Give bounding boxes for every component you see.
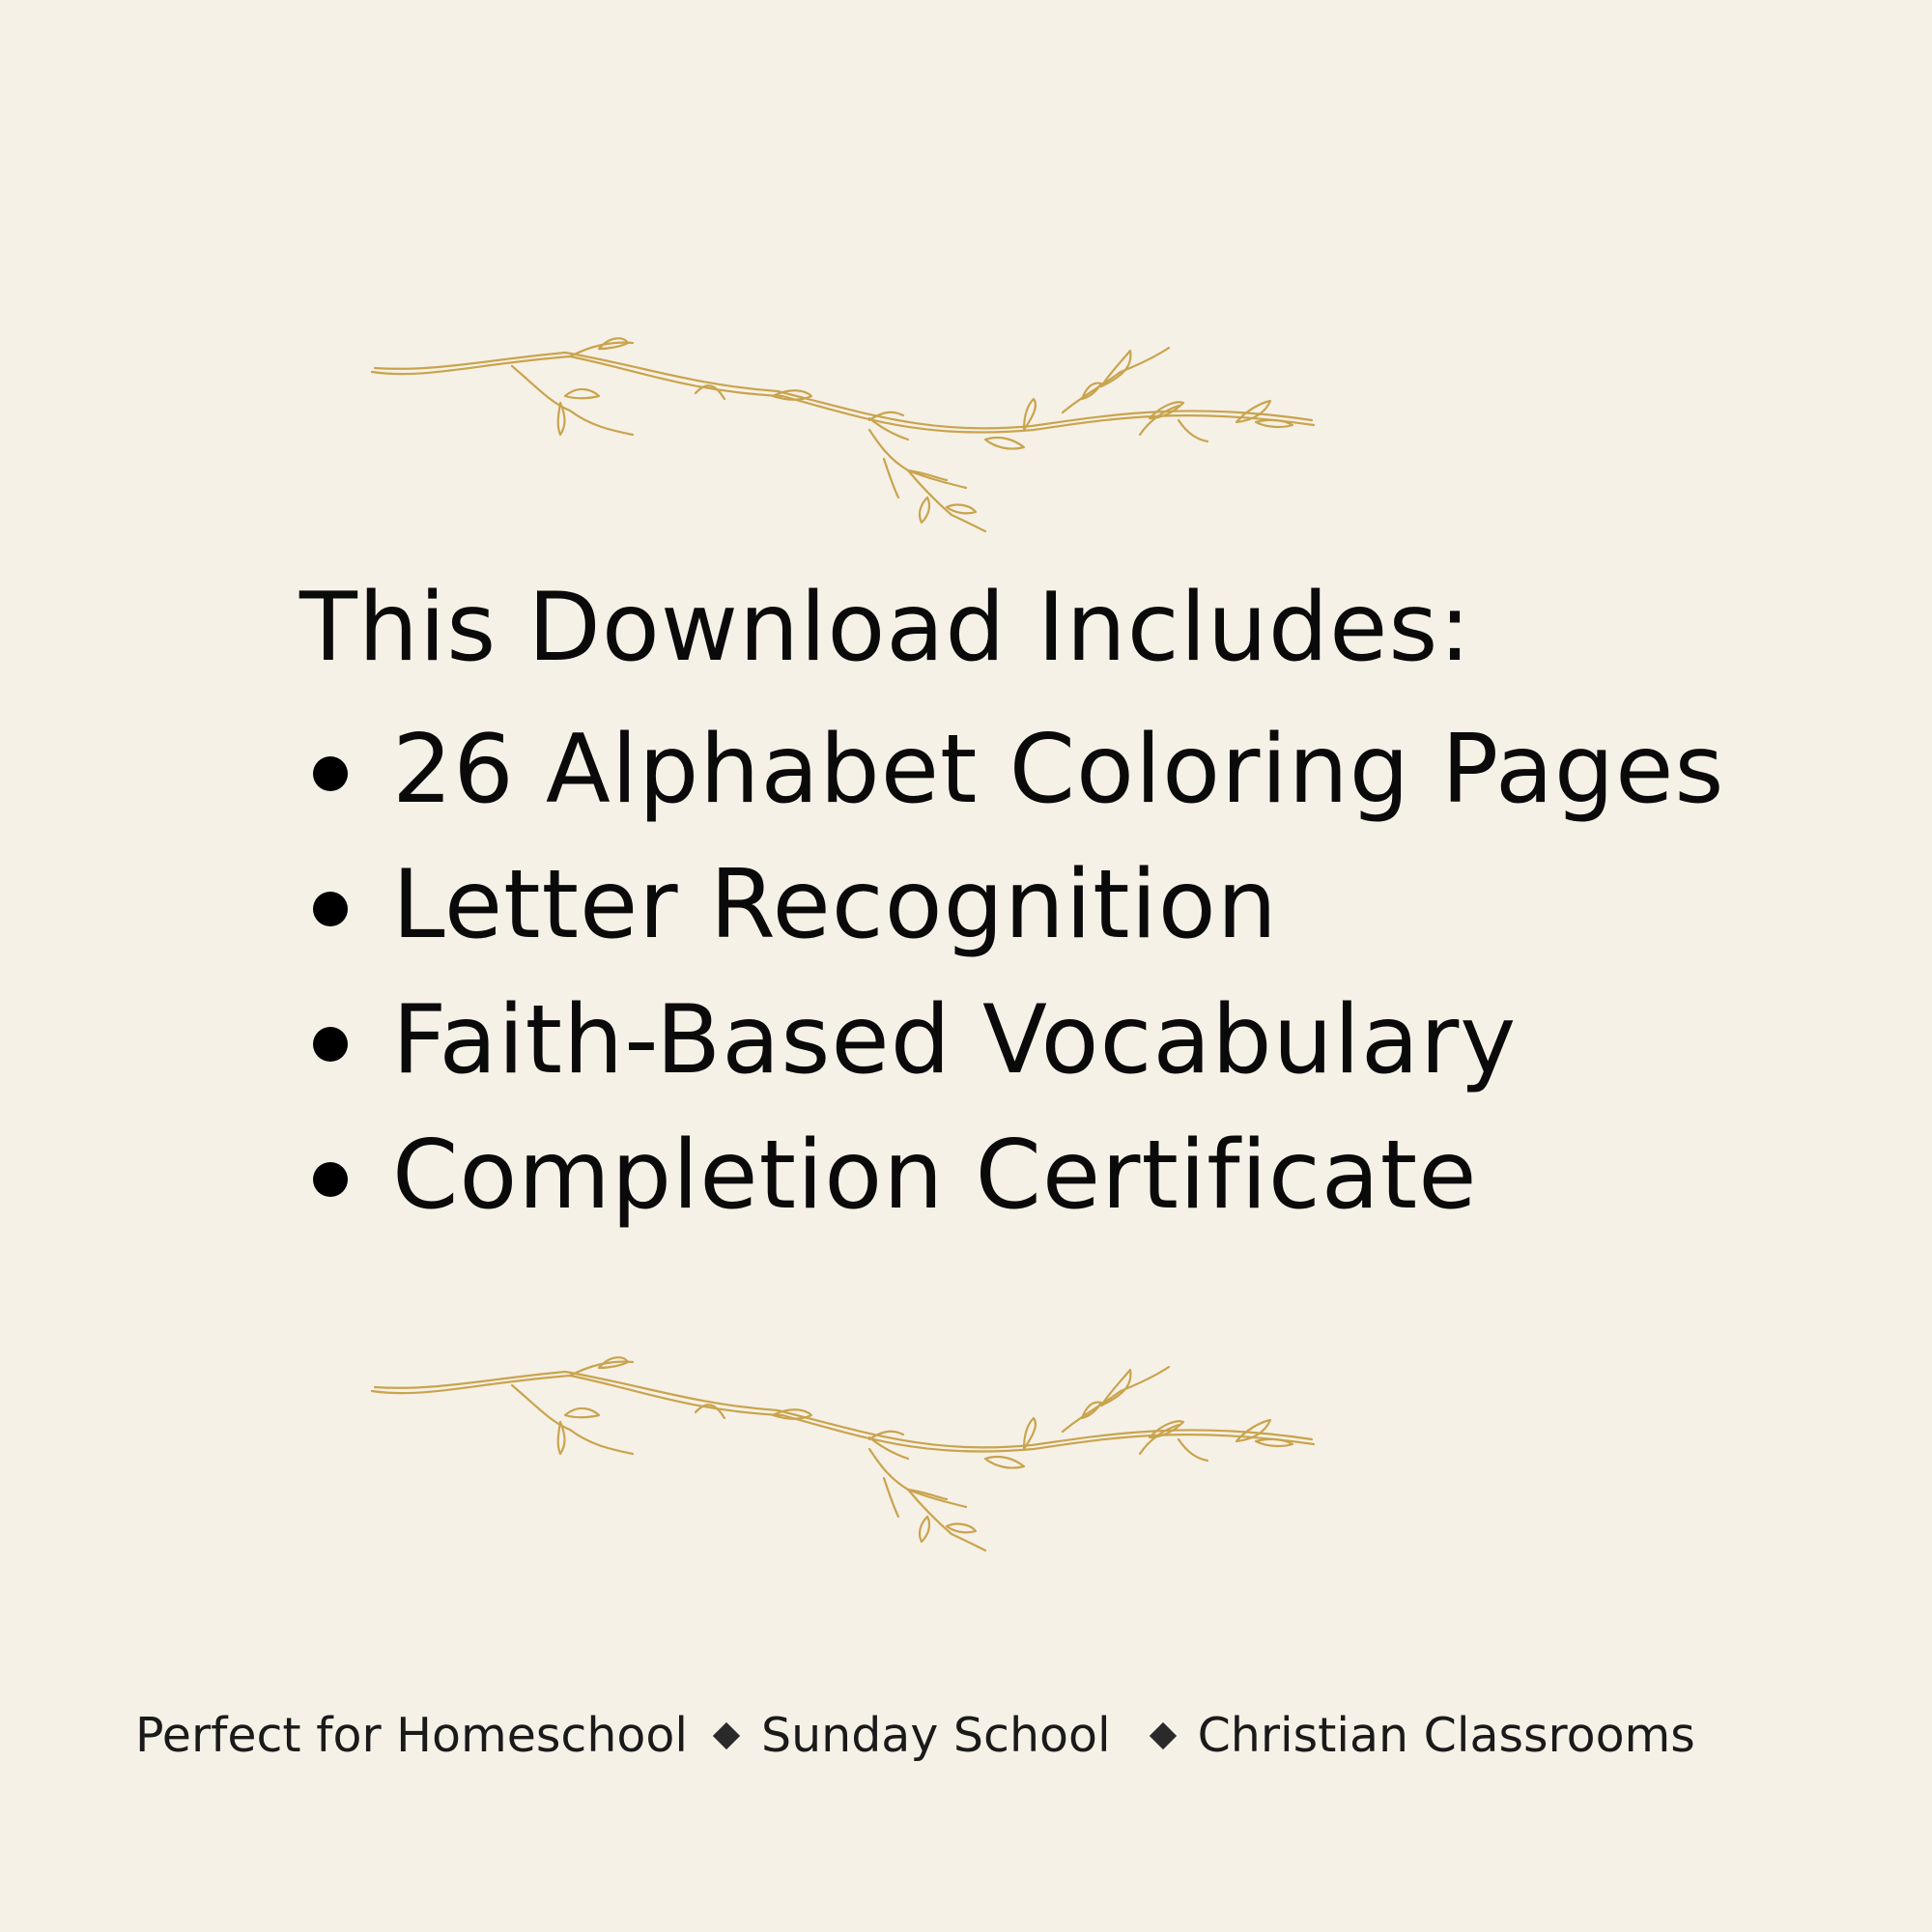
list-item-label: 26 Alphabet Coloring Pages [392, 715, 1725, 825]
footer-sunday-school: Sunday School [760, 1708, 1111, 1763]
footer-christian-classrooms: Christian Classrooms [1197, 1708, 1695, 1763]
diamond-icon [713, 1721, 740, 1748]
branch-icon [367, 1362, 1328, 1555]
bullet-icon [313, 756, 348, 791]
footer-homeschool: Perfect for Homeschool [135, 1708, 688, 1763]
footer-tagline [135, 1708, 1816, 1763]
heading: This Download Includes: [299, 573, 1472, 683]
list-item-label: Letter Recognition [392, 850, 1278, 960]
top-branch-ornament [367, 343, 1328, 536]
bullet-icon [313, 892, 348, 926]
includes-list [299, 702, 1845, 1243]
list-item-label: Completion Certificate [392, 1121, 1478, 1231]
branch-icon [367, 343, 1328, 536]
diamond-icon [1149, 1721, 1176, 1748]
list-item [299, 702, 1845, 838]
bottom-branch-ornament [367, 1362, 1328, 1555]
list-item [299, 973, 1845, 1108]
list-item [299, 838, 1845, 973]
bullet-icon [313, 1162, 348, 1197]
bullet-icon [313, 1027, 348, 1062]
list-item [299, 1108, 1845, 1243]
includes-section [299, 565, 1845, 1243]
list-item-label: Faith-Based Vocabulary [392, 985, 1518, 1095]
